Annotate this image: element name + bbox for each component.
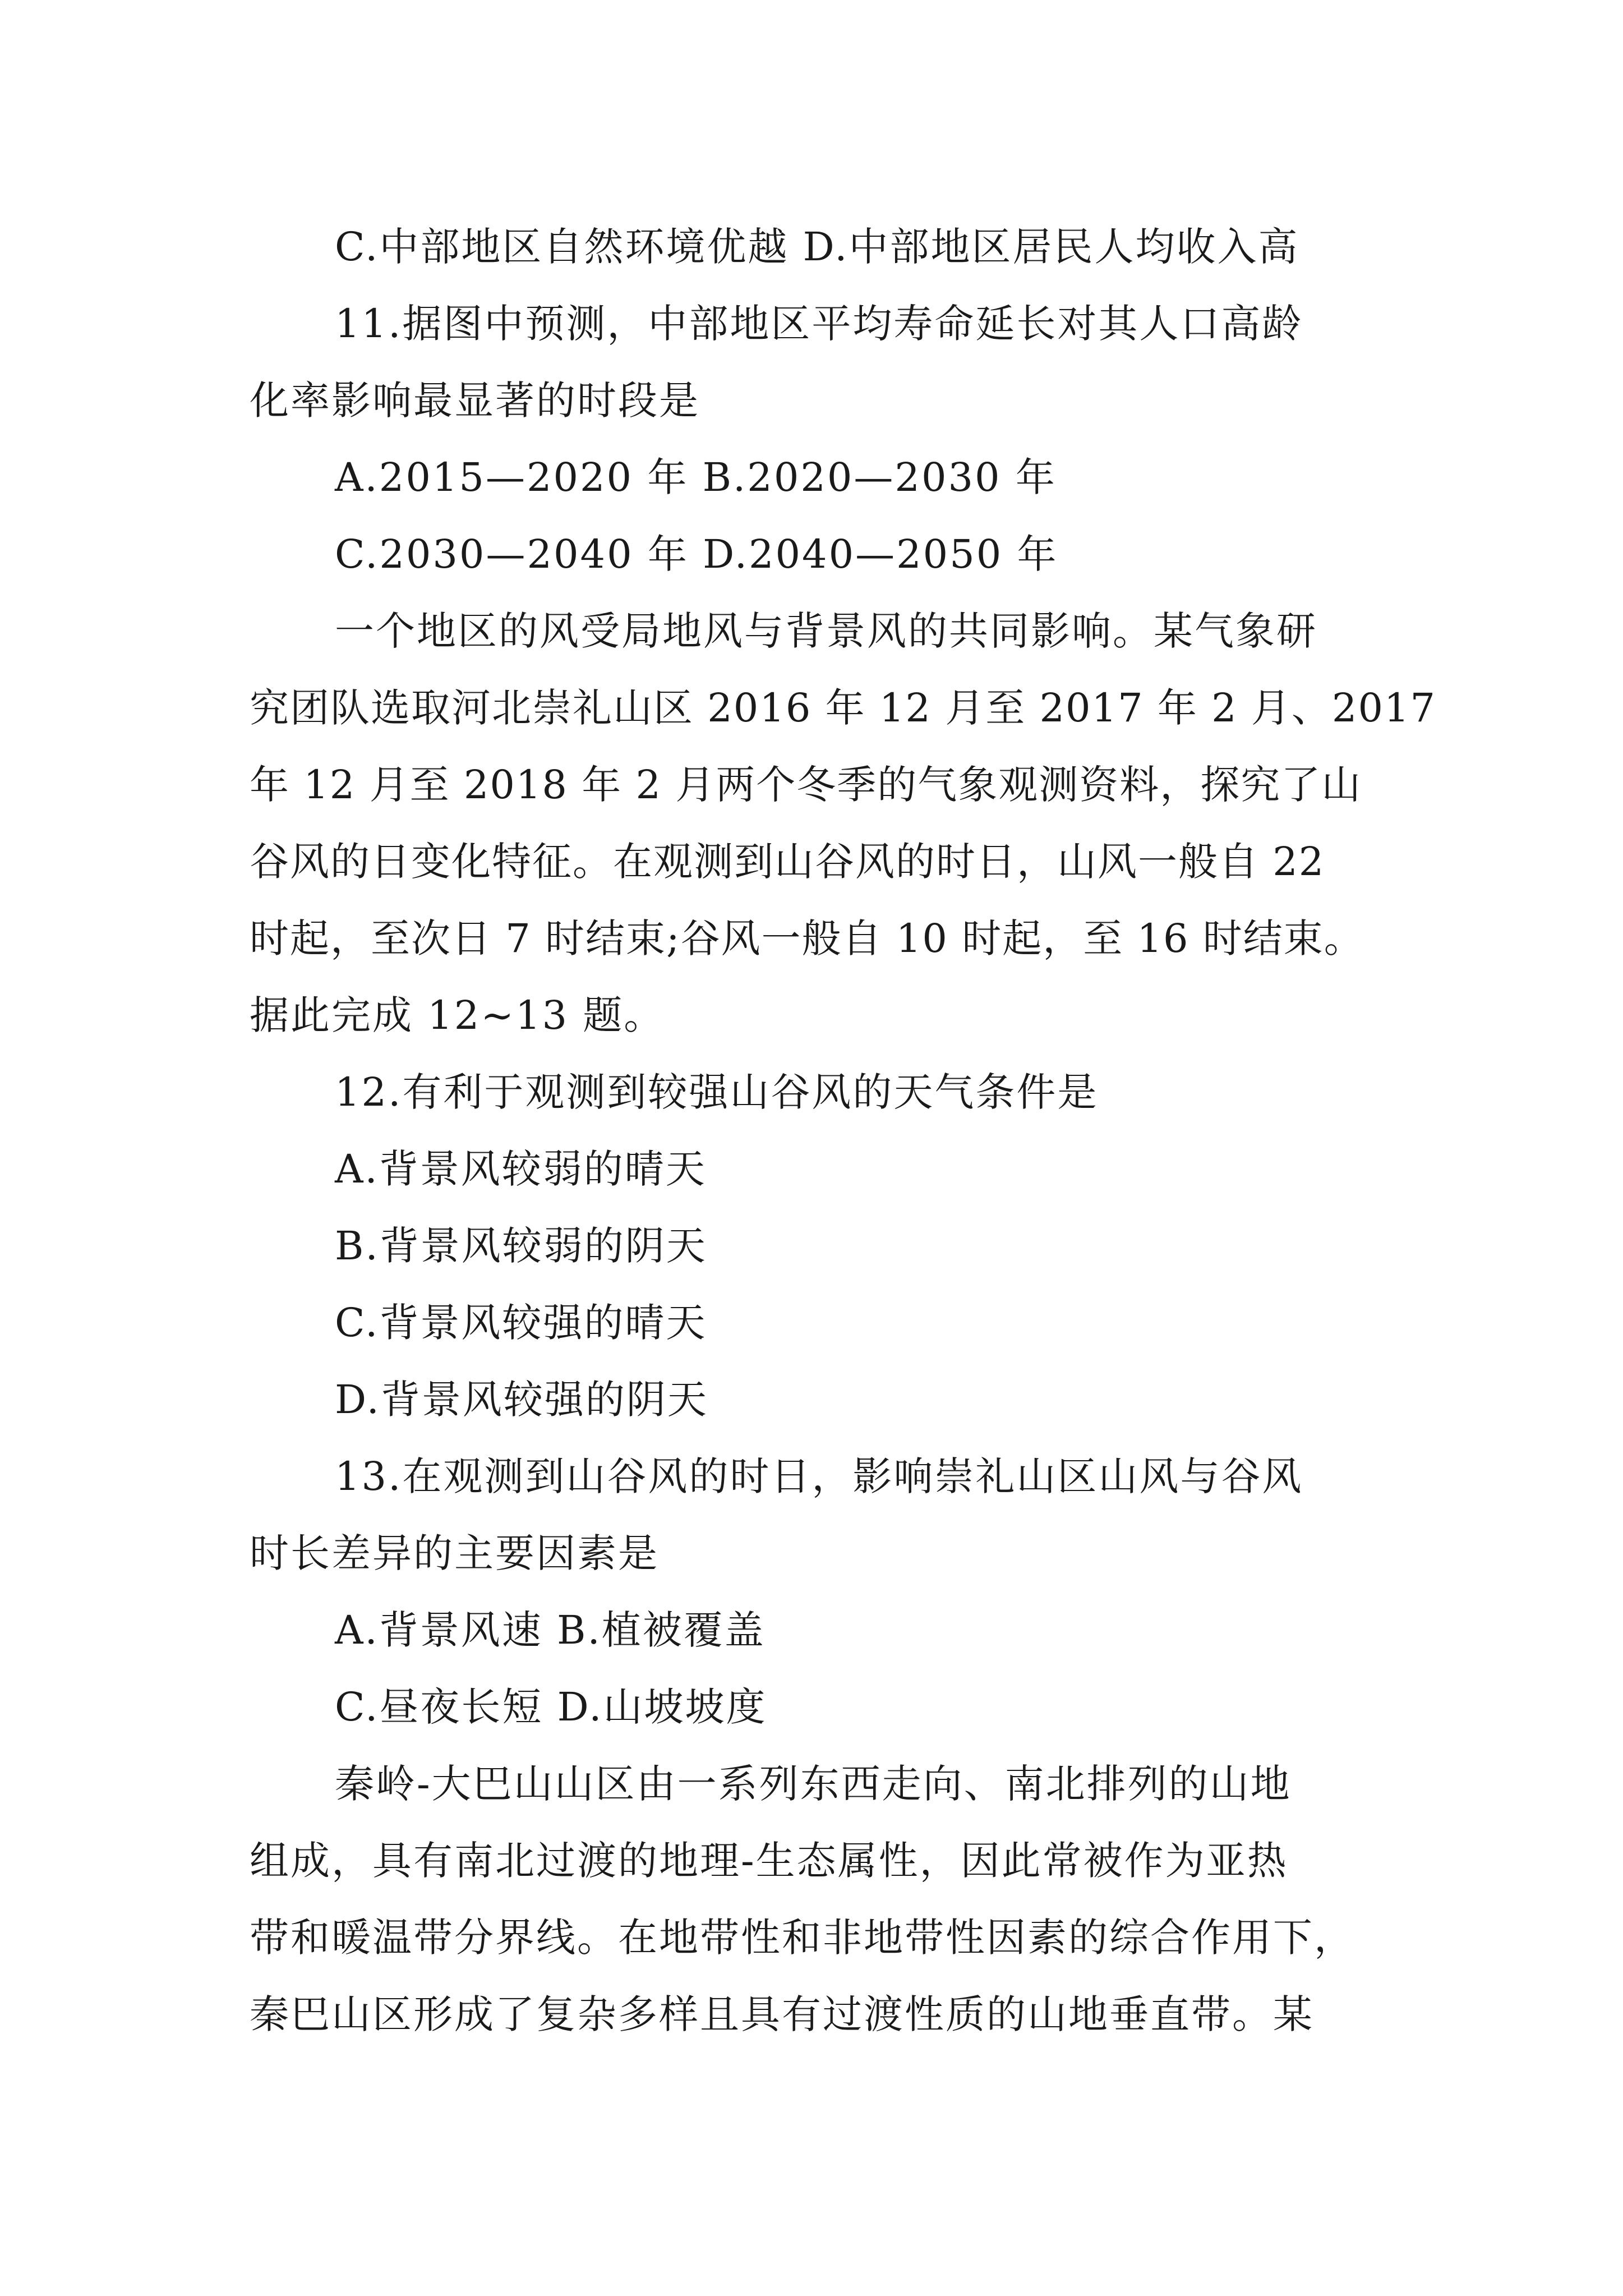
question-11: 11.据图中预测，中部地区平均寿命延长对其人口高龄 <box>335 301 1303 347</box>
option-12-a: A.背景风较弱的晴天 <box>335 1146 707 1192</box>
passage-wind-line-4: 谷风的日变化特征。在观测到山谷风的时日，山风一般自 22 <box>250 839 1325 885</box>
passage-wind-line-3: 年 12 月至 2018 年 2 月两个冬季的气象观测资料，探究了山 <box>250 762 1362 808</box>
option-12-b: B.背景风较弱的阴天 <box>335 1223 707 1269</box>
passage-qinba-line-4: 秦巴山区形成了复杂多样且具有过渡性质的山地垂直带。某 <box>250 1991 1314 2037</box>
question-13-continued: 时长差异的主要因素是 <box>250 1530 659 1576</box>
option-line-10-cd: C.中部地区自然环境优越 D.中部地区居民人均收入高 <box>335 224 1299 270</box>
passage-wind-line-1: 一个地区的风受局地风与背景风的共同影响。某气象研 <box>335 608 1317 654</box>
passage-wind-line-5: 时起，至次日 7 时结束;谷风一般自 10 时起，至 16 时结束。 <box>250 915 1364 961</box>
question-12: 12.有利于观测到较强山谷风的天气条件是 <box>335 1069 1099 1115</box>
passage-qinba-line-2: 组成，具有南北过渡的地理-生态属性，因此常被作为亚热 <box>250 1838 1288 1884</box>
passage-qinba-line-3: 带和暖温带分界线。在地带性和非地带性因素的综合作用下， <box>250 1915 1355 1961</box>
option-12-d: D.背景风较强的阴天 <box>335 1377 708 1423</box>
option-line-11-cd: C.2030—2040 年 D.2040—2050 年 <box>335 531 1058 577</box>
option-12-c: C.背景风较强的晴天 <box>335 1300 707 1346</box>
passage-qinba-line-1: 秦岭-大巴山山区由一系列东西走向、南北排列的山地 <box>335 1761 1292 1807</box>
passage-wind-line-2: 究团队选取河北崇礼山区 2016 年 12 月至 2017 年 2 月、2017 <box>250 685 1437 731</box>
option-line-11-ab: A.2015—2020 年 B.2020—2030 年 <box>335 454 1057 500</box>
option-line-13-cd: C.昼夜长短 D.山坡坡度 <box>335 1684 767 1730</box>
question-13: 13.在观测到山谷风的时日，影响崇礼山区山风与谷风 <box>335 1453 1303 1499</box>
document-text-body <box>250 209 1437 2053</box>
question-11-continued: 化率影响最显著的时段是 <box>250 378 700 424</box>
option-line-13-ab: A.背景风速 B.植被覆盖 <box>335 1607 766 1653</box>
passage-wind-line-6: 据此完成 12~13 题。 <box>250 992 665 1038</box>
